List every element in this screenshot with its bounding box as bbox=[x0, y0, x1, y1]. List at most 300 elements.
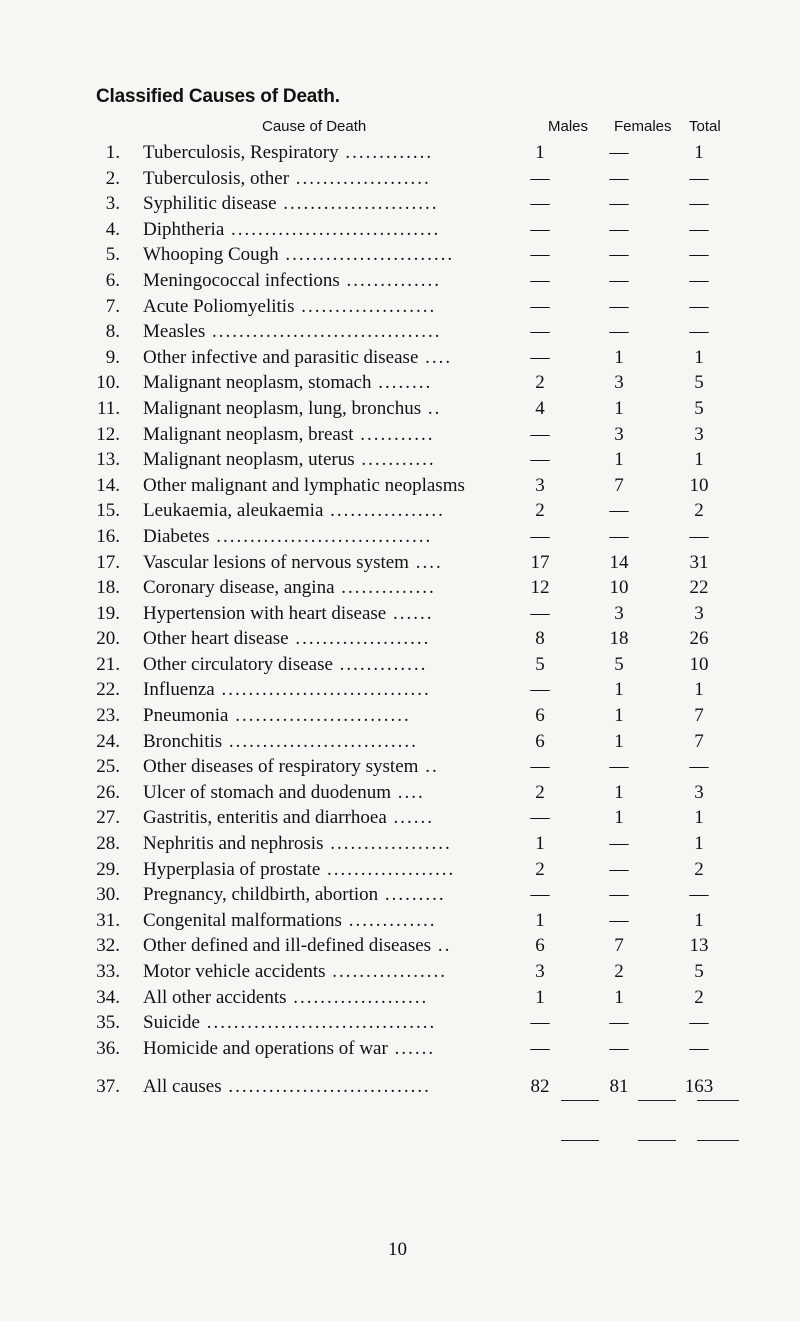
cause-label: Gastritis, enteritis and diarrhoea bbox=[143, 807, 387, 829]
females-value: 10 bbox=[609, 577, 629, 599]
table-row bbox=[0, 319, 800, 345]
cause-cell bbox=[143, 677, 543, 703]
leader-dots: .... bbox=[418, 346, 453, 368]
table-row bbox=[0, 345, 800, 371]
table-row bbox=[0, 882, 800, 908]
total-value: 26 bbox=[689, 628, 709, 650]
table-row bbox=[0, 1036, 800, 1062]
females-value: — bbox=[609, 142, 629, 163]
cause-label: Acute Poliomyelitis bbox=[143, 295, 295, 317]
total-value: 1 bbox=[694, 833, 704, 855]
males-value: 1 bbox=[535, 986, 545, 1008]
row-number: 28. bbox=[96, 833, 120, 855]
males-value: — bbox=[530, 218, 550, 240]
males-value: — bbox=[530, 193, 550, 215]
column-header-females: Females bbox=[614, 118, 672, 135]
table-row bbox=[0, 601, 800, 627]
cause-cell bbox=[143, 550, 543, 576]
table-row bbox=[0, 754, 800, 780]
cause-label: Suicide bbox=[143, 1012, 200, 1034]
cause-cell bbox=[143, 191, 543, 217]
cause-label: Leukaemia, aleukaemia bbox=[143, 500, 324, 522]
males-value: 1 bbox=[535, 833, 545, 855]
sum-rule-females bbox=[638, 1100, 676, 1101]
row-number: 31. bbox=[96, 909, 120, 931]
row-number: 33. bbox=[96, 961, 120, 982]
leader-dots: ................. bbox=[323, 500, 445, 522]
table-row bbox=[0, 831, 800, 857]
column-header-cause: Cause of Death bbox=[262, 118, 367, 135]
leader-dots: ................................ bbox=[209, 525, 433, 547]
row-number: 14. bbox=[96, 474, 120, 496]
row-number: 26. bbox=[96, 781, 120, 803]
leader-dots: ........... bbox=[353, 423, 435, 445]
females-value: 1 bbox=[614, 781, 624, 803]
total-value: 1 bbox=[694, 346, 704, 368]
leader-dots: ...... bbox=[386, 807, 435, 829]
total-value: 5 bbox=[694, 372, 704, 394]
cause-label: Homicide and operations of war bbox=[143, 1037, 388, 1059]
leader-dots: ............................... bbox=[224, 218, 441, 240]
leader-dots: .............................. bbox=[221, 1076, 431, 1098]
total-value: 22 bbox=[689, 577, 709, 599]
total-value: 1 bbox=[694, 909, 704, 931]
total-value: 3 bbox=[694, 602, 704, 624]
cause-label: Ulcer of stomach and duodenum bbox=[143, 781, 391, 803]
leader-dots: ...... bbox=[386, 602, 434, 624]
leader-dots: ............. bbox=[341, 909, 437, 931]
females-value: 5 bbox=[614, 653, 624, 675]
cause-label: Coronary disease, angina bbox=[143, 577, 335, 599]
cause-label: Diabetes bbox=[143, 525, 210, 547]
table-row bbox=[0, 166, 800, 192]
row-number: 9. bbox=[105, 346, 120, 368]
column-header-total: Total bbox=[689, 118, 721, 135]
males-value: — bbox=[530, 807, 550, 829]
row-number: 15. bbox=[96, 500, 120, 522]
cause-label: Other circulatory disease bbox=[143, 653, 333, 675]
table-row bbox=[0, 959, 800, 985]
females-value: 1 bbox=[614, 346, 624, 368]
females-value: 7 bbox=[614, 474, 624, 496]
males-value: — bbox=[530, 602, 550, 624]
females-value: 1 bbox=[614, 679, 624, 701]
females-value: 1 bbox=[614, 397, 624, 419]
females-value: — bbox=[609, 1037, 629, 1059]
page-title: Classified Causes of Death. bbox=[96, 86, 340, 107]
table-row bbox=[0, 473, 800, 499]
row-number: 22. bbox=[96, 679, 120, 701]
total-row bbox=[0, 1074, 800, 1100]
males-value: — bbox=[530, 244, 550, 266]
cause-label: Bronchitis bbox=[143, 730, 223, 752]
males-value: 2 bbox=[535, 858, 545, 880]
total-value: 31 bbox=[689, 551, 709, 573]
cause-cell bbox=[143, 575, 543, 601]
sum-rule-total bbox=[697, 1100, 739, 1101]
cause-label: Other malignant and lymphatic neoplasms bbox=[143, 474, 465, 496]
males-value: 6 bbox=[535, 935, 545, 957]
cause-label: Pneumonia bbox=[143, 705, 229, 727]
females-value: 14 bbox=[609, 551, 629, 573]
males-value: 8 bbox=[535, 628, 545, 650]
causes-table bbox=[0, 140, 800, 1100]
total-value: 2 bbox=[694, 986, 704, 1008]
cause-cell bbox=[143, 268, 543, 294]
table-row bbox=[0, 422, 800, 448]
total-value: — bbox=[689, 525, 709, 547]
females-value: — bbox=[609, 756, 629, 778]
total-value: 10 bbox=[689, 474, 709, 496]
cause-label: Influenza bbox=[143, 679, 215, 701]
total-value: 5 bbox=[694, 397, 704, 419]
row-number: 8. bbox=[105, 321, 120, 343]
total-value: 5 bbox=[694, 961, 704, 982]
females-value: 18 bbox=[609, 628, 629, 650]
males-value: — bbox=[530, 346, 550, 368]
total-value: — bbox=[689, 295, 709, 317]
total-value: — bbox=[689, 321, 709, 343]
leader-dots: ................. bbox=[325, 961, 448, 982]
total-rule-females bbox=[638, 1140, 676, 1141]
total-value: 7 bbox=[694, 705, 704, 727]
leader-dots: .... bbox=[408, 551, 443, 573]
table-row bbox=[0, 217, 800, 243]
cause-label: All other accidents bbox=[143, 986, 287, 1008]
row-number: 23. bbox=[96, 705, 120, 727]
males-value: — bbox=[530, 295, 550, 317]
table-row bbox=[0, 1010, 800, 1036]
total-value: 2 bbox=[694, 858, 704, 880]
cause-cell bbox=[143, 294, 543, 320]
cause-label: Other infective and parasitic disease bbox=[143, 346, 419, 368]
females-value: 1 bbox=[614, 986, 624, 1008]
cause-label: Nephritis and nephrosis bbox=[143, 833, 324, 855]
row-number: 2. bbox=[105, 167, 120, 189]
cause-label: Measles bbox=[143, 321, 206, 343]
cause-label: Tuberculosis, other bbox=[143, 167, 290, 189]
females-value: — bbox=[609, 833, 629, 855]
cause-label: Other diseases of respiratory system bbox=[143, 756, 419, 778]
cause-cell bbox=[143, 140, 543, 166]
cause-label: Other heart disease bbox=[143, 628, 289, 650]
cause-label: Tuberculosis, Respiratory bbox=[143, 142, 339, 163]
table-row bbox=[0, 550, 800, 576]
cause-cell bbox=[143, 345, 543, 371]
males-value: 5 bbox=[535, 653, 545, 675]
total-value: — bbox=[689, 884, 709, 906]
leader-dots: ......................... bbox=[278, 244, 455, 266]
leader-dots: .................... bbox=[289, 167, 431, 189]
cause-cell bbox=[143, 626, 543, 652]
table-row bbox=[0, 396, 800, 422]
table-row bbox=[0, 780, 800, 806]
females-value: — bbox=[609, 244, 629, 266]
row-number: 30. bbox=[96, 884, 120, 906]
males-value: 1 bbox=[535, 142, 545, 163]
females-value: — bbox=[609, 858, 629, 880]
cause-cell bbox=[143, 703, 543, 729]
cause-label: Malignant neoplasm, uterus bbox=[143, 449, 355, 471]
leader-dots: .................... bbox=[288, 628, 431, 650]
leader-dots: .................................. bbox=[200, 1012, 437, 1034]
table-row bbox=[0, 626, 800, 652]
table-row bbox=[0, 805, 800, 831]
cause-cell bbox=[143, 370, 543, 396]
total-value: 7 bbox=[694, 730, 704, 752]
total-value: 10 bbox=[689, 653, 709, 675]
cause-cell bbox=[143, 1074, 543, 1100]
males-value: — bbox=[530, 1012, 550, 1034]
cause-cell bbox=[143, 959, 543, 985]
males-value: 6 bbox=[535, 705, 545, 727]
males-value: — bbox=[530, 423, 550, 445]
cause-cell bbox=[143, 1010, 543, 1036]
row-number: 24. bbox=[96, 730, 120, 752]
females-value: — bbox=[609, 193, 629, 215]
leader-dots: .. bbox=[431, 935, 452, 957]
cause-label: Hyperplasia of prostate bbox=[143, 858, 321, 880]
row-number: 5. bbox=[105, 244, 120, 266]
males-value: — bbox=[530, 269, 550, 291]
leader-dots: .................... bbox=[294, 295, 437, 317]
cause-label: Pregnancy, childbirth, abortion bbox=[143, 884, 379, 906]
males-value: — bbox=[530, 884, 550, 906]
table-row bbox=[0, 575, 800, 601]
table-row bbox=[0, 857, 800, 883]
cause-label: Whooping Cough bbox=[143, 244, 279, 266]
females-value: 3 bbox=[614, 372, 624, 394]
total-rule-males bbox=[561, 1140, 599, 1141]
cause-cell bbox=[143, 985, 543, 1011]
males-value: 4 bbox=[535, 397, 545, 419]
females-value: 7 bbox=[614, 935, 624, 957]
leader-dots: ................... bbox=[320, 858, 456, 880]
table-row bbox=[0, 268, 800, 294]
leader-dots: .............. bbox=[339, 269, 442, 291]
table-row bbox=[0, 191, 800, 217]
cause-cell bbox=[143, 908, 543, 934]
row-number: 10. bbox=[96, 372, 120, 394]
row-number: 6. bbox=[105, 269, 120, 291]
leader-dots: ....................... bbox=[276, 193, 439, 215]
total-value: 13 bbox=[689, 935, 709, 957]
cause-cell bbox=[143, 447, 543, 473]
total-value: 3 bbox=[694, 423, 704, 445]
row-number: 32. bbox=[96, 935, 120, 957]
leader-dots: .... bbox=[390, 781, 425, 803]
table-row bbox=[0, 370, 800, 396]
table-row bbox=[0, 524, 800, 550]
cause-cell bbox=[143, 473, 543, 499]
total-value: 1 bbox=[694, 449, 704, 471]
cause-cell bbox=[143, 601, 543, 627]
row-number: 35. bbox=[96, 1012, 120, 1034]
total-value: — bbox=[689, 218, 709, 240]
row-number: 21. bbox=[96, 653, 120, 675]
females-value: 3 bbox=[614, 602, 624, 624]
females-value: — bbox=[609, 321, 629, 343]
females-value: — bbox=[609, 525, 629, 547]
row-number: 3. bbox=[105, 193, 120, 215]
leader-dots: .................... bbox=[286, 986, 429, 1008]
cause-label: Vascular lesions of nervous system bbox=[143, 551, 409, 573]
males-value: — bbox=[530, 1037, 550, 1059]
row-number: 18. bbox=[96, 577, 120, 599]
males-value: — bbox=[530, 756, 550, 778]
cause-cell bbox=[143, 217, 543, 243]
total-value: — bbox=[689, 756, 709, 778]
row-number: 1. bbox=[105, 142, 120, 163]
row-number: 37. bbox=[96, 1076, 120, 1098]
cause-label: Hypertension with heart disease bbox=[143, 602, 387, 624]
total-value: — bbox=[689, 167, 709, 189]
cause-label: Malignant neoplasm, breast bbox=[143, 423, 354, 445]
total-value: — bbox=[689, 1037, 709, 1059]
cause-cell bbox=[143, 498, 543, 524]
cause-cell bbox=[143, 882, 543, 908]
table-row bbox=[0, 677, 800, 703]
leader-dots: ............................... bbox=[214, 679, 431, 701]
females-value: — bbox=[609, 909, 629, 931]
total-rule-total bbox=[697, 1140, 739, 1141]
total-value: — bbox=[689, 1012, 709, 1034]
total-value: 163 bbox=[684, 1076, 714, 1098]
females-value: — bbox=[609, 500, 629, 522]
cause-label: Congenital malformations bbox=[143, 909, 342, 931]
row-number: 16. bbox=[96, 525, 120, 547]
table-row bbox=[0, 908, 800, 934]
cause-label: Malignant neoplasm, stomach bbox=[143, 372, 372, 394]
males-value: — bbox=[530, 167, 550, 189]
leader-dots: .................................. bbox=[205, 321, 442, 343]
column-header-males: Males bbox=[548, 118, 589, 135]
leader-dots: .......................... bbox=[228, 705, 411, 727]
females-value: — bbox=[609, 218, 629, 240]
females-value: — bbox=[609, 884, 629, 906]
females-value: 81 bbox=[609, 1076, 629, 1098]
sum-rule-males bbox=[561, 1100, 599, 1101]
row-number: 27. bbox=[96, 807, 120, 829]
row-number: 13. bbox=[96, 449, 120, 471]
total-value: 2 bbox=[694, 500, 704, 522]
row-number: 20. bbox=[96, 628, 120, 650]
table-row bbox=[0, 703, 800, 729]
row-number: 17. bbox=[96, 551, 120, 573]
cause-cell bbox=[143, 652, 543, 678]
cause-cell bbox=[143, 754, 543, 780]
females-value: 3 bbox=[614, 423, 624, 445]
cause-label: Diphtheria bbox=[143, 218, 225, 240]
cause-cell bbox=[143, 933, 543, 959]
leader-dots: ............. bbox=[338, 142, 434, 163]
males-value: 1 bbox=[535, 909, 545, 931]
table-row bbox=[0, 933, 800, 959]
total-value: 1 bbox=[694, 807, 704, 829]
row-number: 25. bbox=[96, 756, 120, 778]
table-row bbox=[0, 140, 800, 166]
row-number: 19. bbox=[96, 602, 120, 624]
females-value: 1 bbox=[614, 705, 624, 727]
cause-cell bbox=[143, 831, 543, 857]
leader-dots: .................. bbox=[323, 833, 452, 855]
females-value: — bbox=[609, 167, 629, 189]
females-value: 1 bbox=[614, 449, 624, 471]
leader-dots: .. bbox=[421, 397, 442, 419]
cause-cell bbox=[143, 1036, 543, 1062]
leader-dots: ........... bbox=[354, 449, 436, 471]
leader-dots: ...... bbox=[387, 1037, 436, 1059]
males-value: 2 bbox=[535, 372, 545, 394]
cause-cell bbox=[143, 319, 543, 345]
cause-label: Syphilitic disease bbox=[143, 193, 277, 215]
total-value: 1 bbox=[694, 679, 704, 701]
total-value: — bbox=[689, 244, 709, 266]
males-value: 3 bbox=[535, 474, 545, 496]
leader-dots: ........ bbox=[371, 372, 433, 394]
females-value: 1 bbox=[614, 807, 624, 829]
cause-cell bbox=[143, 729, 543, 755]
table-row bbox=[0, 985, 800, 1011]
cause-label: Motor vehicle accidents bbox=[143, 961, 326, 982]
males-value: 2 bbox=[535, 500, 545, 522]
leader-dots: ............. bbox=[332, 653, 428, 675]
total-value: — bbox=[689, 193, 709, 215]
row-number: 7. bbox=[105, 295, 120, 317]
table-row bbox=[0, 652, 800, 678]
cause-label: Meningococcal infections bbox=[143, 269, 340, 291]
cause-label: Malignant neoplasm, lung, bronchus bbox=[143, 397, 422, 419]
row-number: 12. bbox=[96, 423, 120, 445]
row-number: 4. bbox=[105, 218, 120, 240]
males-value: — bbox=[530, 449, 550, 471]
row-number: 36. bbox=[96, 1037, 120, 1059]
total-value: 3 bbox=[694, 781, 704, 803]
row-number: 11. bbox=[96, 397, 120, 419]
page-number: 10 bbox=[388, 1239, 407, 1260]
females-value: — bbox=[609, 269, 629, 291]
leader-dots: ............................ bbox=[222, 730, 418, 752]
cause-label: Other defined and ill-defined diseases bbox=[143, 935, 432, 957]
cause-cell bbox=[143, 242, 543, 268]
males-value: 12 bbox=[530, 577, 550, 599]
males-value: 2 bbox=[535, 781, 545, 803]
males-value: — bbox=[530, 679, 550, 701]
females-value: — bbox=[609, 295, 629, 317]
table-row bbox=[0, 294, 800, 320]
females-value: 2 bbox=[614, 961, 624, 982]
leader-dots: ......... bbox=[378, 884, 446, 906]
males-value: 17 bbox=[530, 551, 550, 573]
males-value: — bbox=[530, 525, 550, 547]
leader-dots: .............. bbox=[334, 577, 436, 599]
males-value: 3 bbox=[535, 961, 545, 982]
cause-cell bbox=[143, 396, 543, 422]
females-value: 1 bbox=[614, 730, 624, 752]
cause-cell bbox=[143, 780, 543, 806]
row-number: 29. bbox=[96, 858, 120, 880]
cause-label: All causes bbox=[143, 1076, 222, 1098]
cause-cell bbox=[143, 166, 543, 192]
cause-cell bbox=[143, 857, 543, 883]
cause-cell bbox=[143, 805, 543, 831]
males-value: 82 bbox=[530, 1076, 550, 1098]
leader-dots: .. bbox=[418, 756, 439, 778]
table-row bbox=[0, 242, 800, 268]
cause-cell bbox=[143, 524, 543, 550]
table-row bbox=[0, 498, 800, 524]
row-number: 34. bbox=[96, 986, 120, 1008]
